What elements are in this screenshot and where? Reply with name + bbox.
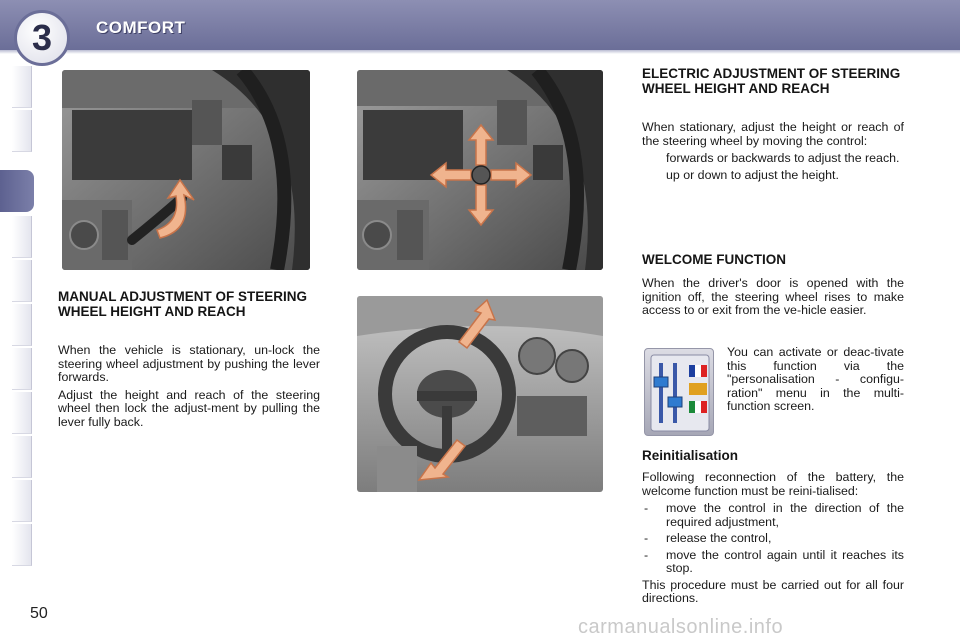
welcome-function-text: When the driver's door is opened with the ignition off, the steering wheel rises to make access to or exit from the ve-hicle easier. (642, 276, 904, 317)
chapter-tab-5[interactable] (12, 260, 32, 302)
electric-adjustment-heading: ELECTRIC ADJUSTMENT OF STEERING WHEEL HEIGHT AND REACH (642, 66, 901, 96)
manual-adjustment-text (58, 344, 320, 433)
list-item: - move the control again until it reaches its stop. (644, 547, 904, 575)
reinitialisation-heading: Reinitialisation (642, 448, 739, 463)
reinit-steps-list (642, 502, 904, 576)
chapter-tab-6[interactable] (12, 304, 32, 346)
chapter-side-tabs (0, 66, 36, 576)
list-item: - release the control, (644, 531, 772, 545)
manual-adjustment-heading: MANUAL ADJUSTMENT OF STEERING WHEEL HEIGHT AND REACH (58, 289, 308, 319)
list-item: forwards or backwards to adjust the reach. (666, 151, 900, 165)
electric-direction-list (642, 152, 904, 182)
chapter-tab-10[interactable] (12, 480, 32, 522)
steering-wheel-photo (357, 296, 603, 492)
chapter-tab-11[interactable] (12, 524, 32, 566)
header-shadow (0, 50, 960, 54)
chapter-tab-7[interactable] (12, 348, 32, 390)
manual-lever-photo (62, 70, 310, 270)
list-item: up or down to adjust the height. (666, 167, 839, 182)
manual-para-1: When the vehicle is stationary, un-lock the steering wheel adjustment by pushing the lever forwards. (58, 343, 320, 384)
chapter-number-badge: 3 (14, 10, 70, 66)
electric-adjustment-text (642, 121, 904, 185)
chapter-tab-8[interactable] (12, 392, 32, 434)
electric-control-photo (357, 70, 603, 270)
reinit-intro: Following reconnection of the battery, the welcome function must be reini-tialised: (642, 470, 904, 498)
personalisation-note: You can activate or deac-tivate this function via the "personalisation - configu-ration" menu in the multi-function screen. (727, 345, 904, 413)
page-number: 50 (30, 605, 48, 622)
manual-para-2: Adjust the height and reach of the steering wheel then lock the adjust-ment by pulling the lever fully back. (58, 387, 320, 429)
reinit-outro: This procedure must be carried out for all four directions. (642, 577, 904, 605)
electric-intro: When stationary, adjust the height or reach of the steering wheel by moving the control: (642, 120, 904, 148)
chapter-tab-1[interactable] (12, 66, 32, 108)
chapter-tab-9[interactable] (12, 436, 32, 478)
reinitialisation-text (642, 471, 904, 610)
chapter-tab-3-active[interactable] (0, 170, 34, 212)
chapter-title: COMFORT (96, 18, 186, 37)
list-item: - move the control in the direction of the required adjustment, (644, 501, 904, 529)
chapter-tab-2[interactable] (12, 110, 32, 152)
personalisation-menu-icon (644, 348, 714, 436)
watermark: carmanualsonline.info (578, 616, 784, 638)
chapter-tab-4[interactable] (12, 216, 32, 258)
welcome-function-heading: WELCOME FUNCTION (642, 252, 786, 267)
